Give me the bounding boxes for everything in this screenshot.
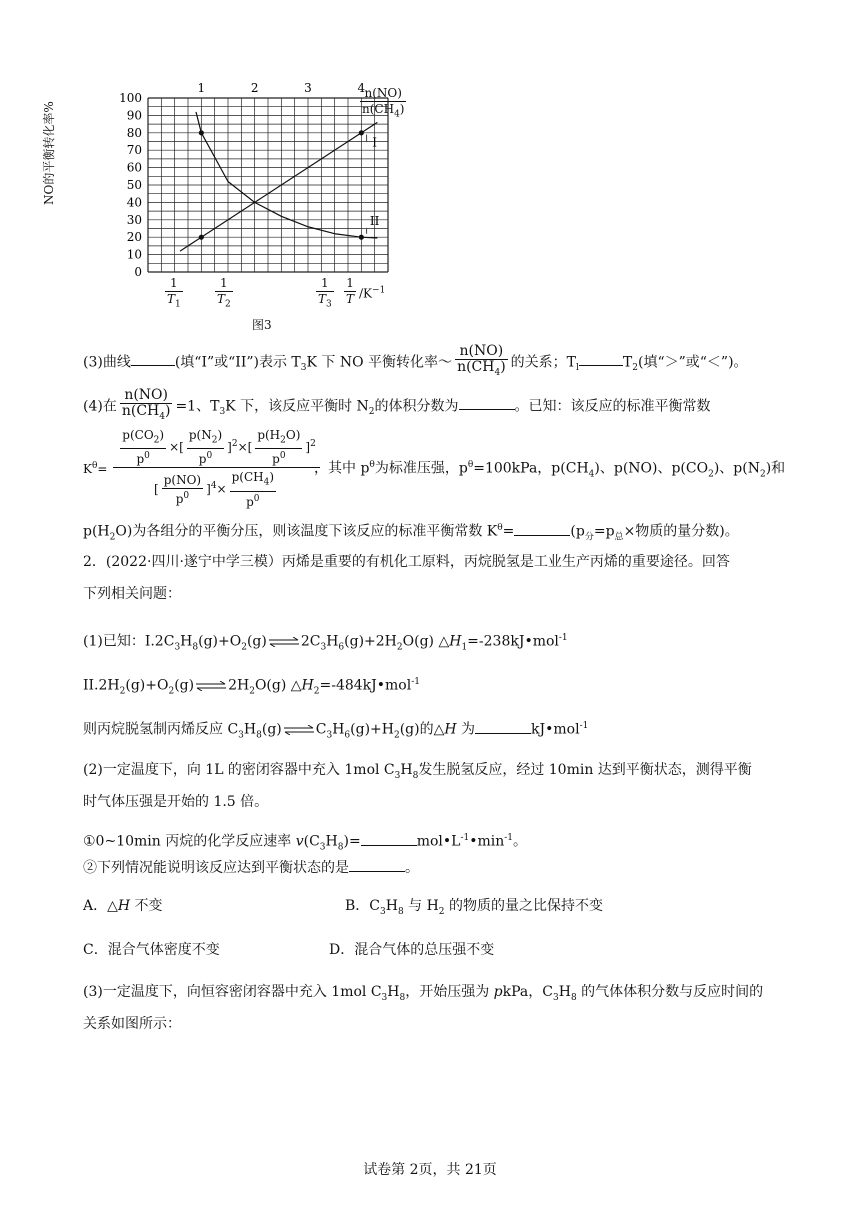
q4-line2: ，其中 $p^\theta$为标准压强，$p^\theta=100kPa$，$p(CH_4)$、p(NO)、$p(CO_2)$、$p(N_2)$和 [314, 460, 786, 480]
top-tick-label: 4 [357, 81, 366, 95]
p2-sub2: ②下列情况能说明该反应达到平衡状态的是 。 [83, 860, 419, 876]
y-tick-label: 10 [126, 247, 142, 262]
x-tick-1: $\frac{1}{T_1}$ [167, 276, 181, 310]
p2-part3b: 关系如图所示： [83, 1016, 181, 1032]
series-II-curve [196, 112, 377, 238]
top-tick-label: 3 [304, 81, 312, 95]
series-I-point [199, 235, 204, 240]
equilibrium-arrow-icon [283, 725, 315, 735]
answer-blank[interactable] [459, 397, 515, 410]
x-tick-3: $\frac{1}{T_3}$ [318, 276, 332, 310]
k-formula: $K^\theta=$ $\frac{p(CO_2)}{p^0}$ ×[ $\frac{p(N_2)}{p^0}$ ]$^2$×[ $\frac{p(H_2O)}{p^0}$ ]$^2$ [ $\frac{p(NO)}{p^0}$ ]$^4$× $\frac{p(CH_4)}{p^0}$ [83, 428, 323, 510]
top-tick-label: 1 [197, 81, 206, 95]
y-tick-label: 80 [126, 125, 142, 140]
answer-blank[interactable] [514, 523, 570, 536]
option-d[interactable]: D．混合气体的总压强不变 [329, 942, 495, 958]
option-c[interactable]: C．混合气体密度不变 [83, 942, 220, 958]
top-axis-label: $\frac{n(NO)}{n(CH_4)}$ [362, 86, 405, 120]
x-tick-4: $\frac{1}{T}$ $/K^{-1}$ [346, 276, 386, 306]
option-a[interactable]: A．△H 不变 [83, 898, 163, 914]
p2-part2b: 时气体压强是开始的 1.5 倍。 [83, 794, 269, 810]
y-tick-label: 50 [126, 178, 142, 192]
p2-head: 2．(2022·四川·遂宁中学三模）丙烯是重要的有机化工原料，丙烷脱氢是工业生产丙烯的重要途径。回答 [83, 554, 730, 570]
equilibrium-arrow-icon [195, 681, 227, 691]
y-axis-label: NO的平衡转化率% [42, 101, 56, 205]
p2-reaction-3: 则丙烷脱氢制丙烯反应 $C_3H_8(g)$ $C_3H_6(g)+H_2(g)$的△H 为 kJ•mol$^{-1}$ [83, 721, 589, 741]
series-II-label: II [369, 214, 380, 229]
figure-caption: 图3 [252, 318, 272, 332]
y-tick-label: 90 [126, 108, 142, 123]
p2-head2: 下列相关问题： [83, 586, 181, 602]
y-tick-label: 20 [126, 230, 142, 245]
y-tick-label: 60 [126, 160, 142, 175]
q4-line1: (4)在 $\frac{n(NO)}{n(CH_4)}$ =1、$T_3K$ 下，该反应平衡时 $N_2$的体积分数为 。已知：该反应的标准平衡常数 [83, 387, 711, 422]
p2-reaction-1: (1)已知：$I.2C_3H_8(g)+O_2(g)$ $2C_3H_6(g)+2H_2O(g)$ $\triangle H_1=-238kJ•mol^{-1}$ [83, 633, 568, 653]
y-tick-label: 0 [134, 265, 142, 279]
option-b[interactable]: B．$C_3H_8$ 与 $H_2$ 的物质的量之比保持不变 [345, 898, 603, 917]
p2-reaction-2: $II.2H_2(g)+O_2(g)$ $2H_2O(g)$ $\triangle H_2=-484kJ•mol^{-1}$ [83, 677, 420, 697]
page-footer: 试卷第 2页，共 21页 [363, 1162, 497, 1178]
top-tick-label: 2 [250, 81, 259, 95]
series-II-point [199, 130, 204, 135]
answer-blank[interactable] [349, 859, 405, 872]
p2-part3: (3)一定温度下，向恒容密闭容器中充入 1mol $C_3H_8$，开始压强为 pkPa，$C_3H_8$ 的气体体积分数与反应时间的 [83, 984, 764, 1003]
answer-blank[interactable] [579, 353, 623, 366]
series-I-point [359, 130, 364, 135]
y-tick-label: 70 [126, 143, 142, 158]
equilibrium-arrow-icon [268, 637, 300, 647]
chart-labels [119, 81, 380, 279]
q3-line: (3)曲线 (填“I”或“II”)表示 $T_3K$ 下 NO 平衡转化率～ $\frac{n(NO)}{n(CH_4)}$ 的关系；$T_l$ $T_2$(填“＞”或“＜”)。 [83, 343, 748, 378]
y-tick-label: 100 [119, 91, 142, 105]
series-II-point [359, 235, 364, 240]
answer-blank[interactable] [361, 833, 417, 846]
y-tick-label: 40 [126, 195, 142, 210]
chart-grid [148, 98, 388, 272]
answer-blank[interactable] [131, 353, 175, 366]
y-tick-label: 30 [126, 212, 142, 227]
x-tick-2: $\frac{1}{T_2}$ [217, 276, 231, 310]
answer-blank[interactable] [475, 721, 531, 734]
series-I-label: I [372, 135, 378, 150]
p2-sub1: ①0~10min 丙烷的化学反应速率 $v(C_3H_8)=$ $mol•L^{-1}•\min^{-1}$。 [83, 833, 528, 853]
p2-part2: (2)一定温度下，向 1L 的密闭容器中充入 1mol $C_3H_8$发生脱氢反应，经过 10min 达到平衡状态，测得平衡 [83, 762, 752, 781]
q4-line3: $p(H_2O)$为各组分的平衡分压，则该温度下该反应的标准平衡常数 $K^\theta= (p_分=p_总\times$物质的量分数)。 [83, 523, 739, 543]
